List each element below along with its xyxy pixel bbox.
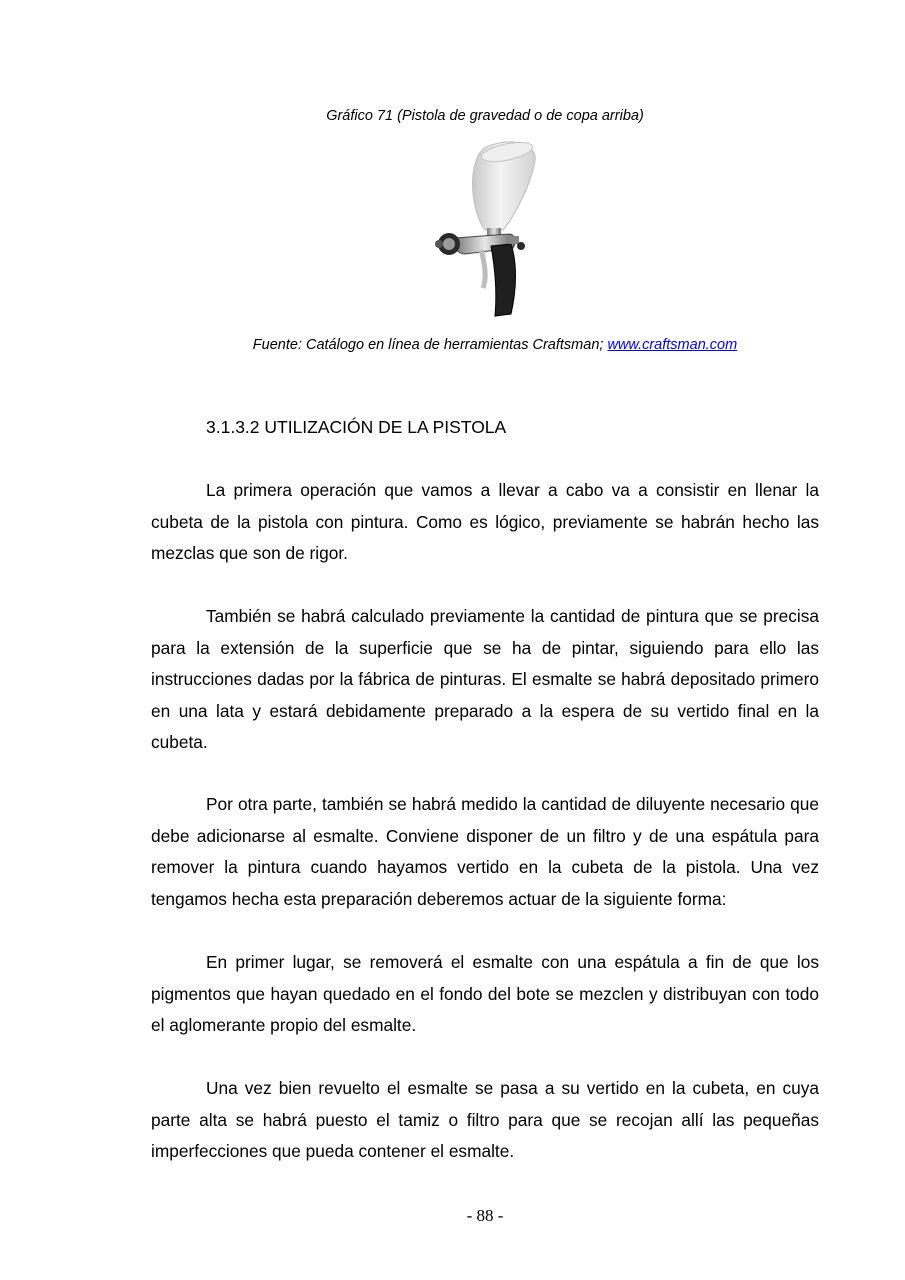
paragraph: Por otra parte, también se habrá medido la cantidad de diluyente necesario que debe adicionarse al esmalte. Conviene disponer de un filtro y de una espátula para remover la pintura cuando hayamos vertido en la cubeta de la pistola. Una vez tengamos hecha esta preparación deberemos actuar de la siguiente forma: bbox=[151, 794, 819, 909]
source-link[interactable]: www.craftsman.com bbox=[607, 337, 738, 353]
paragraph: La primera operación que vamos a llevar a cabo va a consistir en llenar la cubeta de la pistola con pintura. Como es lógico, previamente se habrán hecho las mezclas que son de rigor. bbox=[151, 480, 819, 564]
paragraph: En primer lugar, se removerá el esmalte con una espátula a fin de que los pigmentos que hayan quedado en el fondo del bote se mezclen y distribuyan con todo el aglomerante propio del esmalte. bbox=[151, 952, 819, 1036]
spray-gun-icon bbox=[425, 138, 550, 323]
source-text: Fuente: Catálogo en línea de herramientas Craftsman; bbox=[252, 337, 608, 353]
section-heading: 3.1.3.2 UTILIZACIÓN DE LA PISTOLA bbox=[206, 417, 507, 437]
page-number: - 88 - bbox=[466, 1206, 504, 1225]
figure-caption: Gráfico 71 (Pistola de gravedad o de copa arriba) bbox=[326, 108, 644, 124]
figure-source bbox=[160, 337, 830, 353]
paragraph: También se habrá calculado previamente la cantidad de pintura que se precisa para la extensión de la superficie que se ha de pintar, siguiendo para ello las instrucciones dadas por la fábrica de pinturas. El esmalte se habrá depositado primero en una lata y estará debidamente preparado a la espera de su vertido final en la cubeta. bbox=[151, 606, 819, 753]
paragraph: Una vez bien revuelto el esmalte se pasa a su vertido en la cubeta, en cuya parte alta se habrá puesto el tamiz o filtro para que se recojan allí las pequeñas imperfecciones que pueda contener el esmalte. bbox=[151, 1078, 819, 1162]
